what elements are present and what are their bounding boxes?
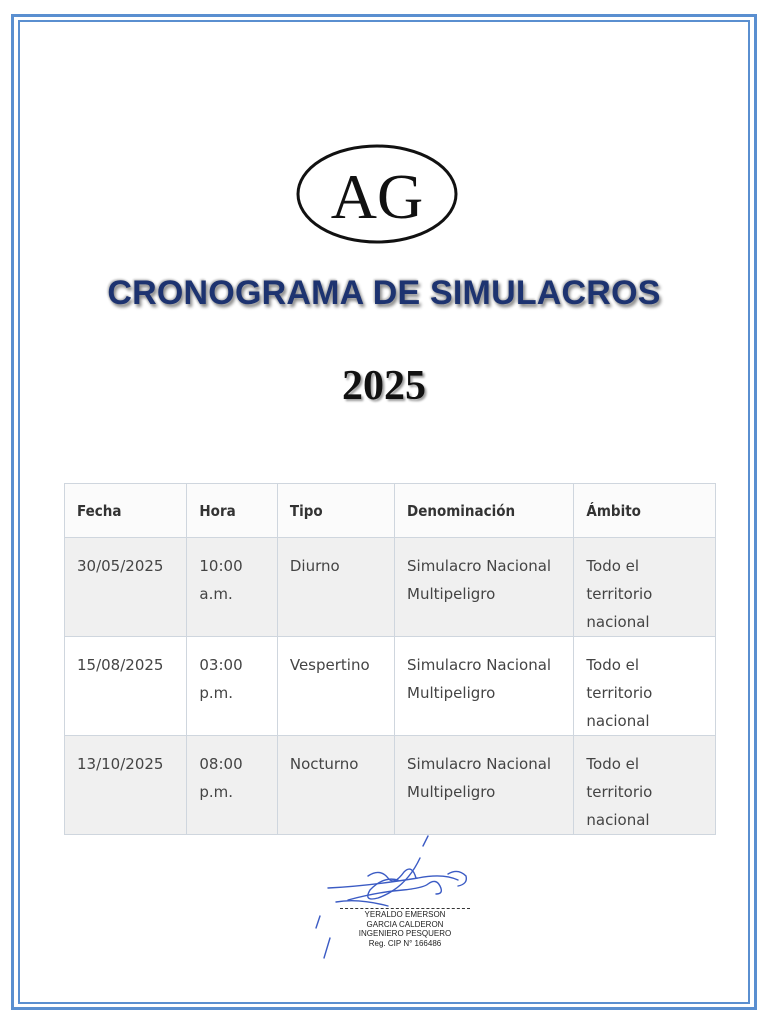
cell-hora: 08:00 p.m.	[187, 736, 277, 835]
header-ambito: Ámbito	[574, 484, 716, 538]
ag-logo	[295, 142, 459, 246]
table-header-row	[65, 484, 716, 538]
cell-hora: 03:00 p.m.	[187, 637, 277, 736]
signer-profession: INGENIERO PESQUERO	[358, 929, 452, 938]
header-tipo: Tipo	[277, 484, 394, 538]
document-title: CRONOGRAMA DE SIMULACROS	[107, 274, 661, 312]
table-row	[65, 736, 716, 835]
header-fecha: Fecha	[65, 484, 187, 538]
cell-ambito: Todo el territorio nacional	[574, 538, 716, 637]
signer-name: YERALDO EMERSON	[340, 908, 470, 920]
signer-surname: GARCIA CALDERON	[366, 919, 444, 929]
document-year: 2025	[342, 363, 426, 409]
cell-ambito: Todo el territorio nacional	[574, 637, 716, 736]
cell-denominacion: Simulacro Nacional Multipeligro	[395, 538, 574, 637]
cell-hora: 10:00 a.m.	[187, 538, 277, 637]
cell-fecha: 13/10/2025	[65, 736, 187, 835]
table-row	[65, 637, 716, 736]
header-denominacion: Denominación	[395, 484, 574, 538]
signer-registry: Reg. CIP N° 166486	[368, 938, 442, 948]
cell-tipo: Diurno	[277, 538, 394, 637]
cell-denominacion: Simulacro Nacional Multipeligro	[395, 637, 574, 736]
header-hora: Hora	[187, 484, 277, 538]
cell-fecha: 15/08/2025	[65, 637, 187, 736]
cell-ambito: Todo el territorio nacional	[574, 736, 716, 835]
schedule-table	[64, 483, 716, 835]
cell-tipo: Nocturno	[277, 736, 394, 835]
table-row	[65, 538, 716, 637]
cell-fecha: 30/05/2025	[65, 538, 187, 637]
cell-tipo: Vespertino	[277, 637, 394, 736]
logo-text: AG	[330, 161, 424, 232]
cell-denominacion: Simulacro Nacional Multipeligro	[395, 736, 574, 835]
signature-stamp	[340, 908, 470, 948]
